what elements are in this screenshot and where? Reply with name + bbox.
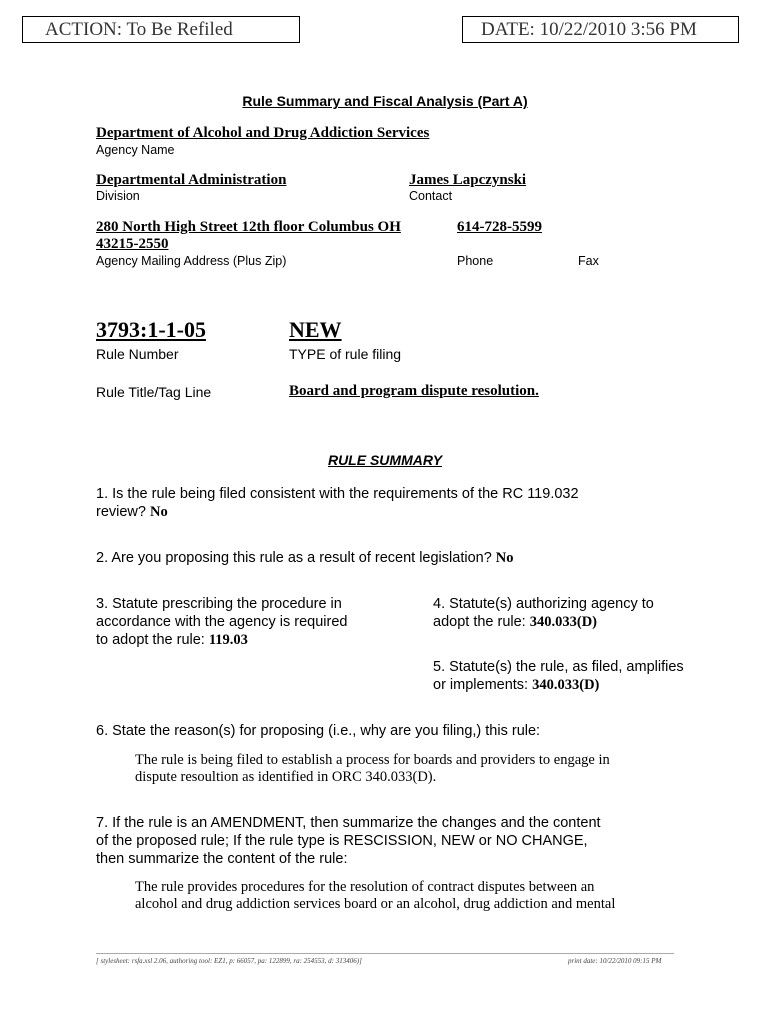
action-box — [22, 16, 300, 43]
question-2-answer: No — [495, 550, 514, 566]
question-6-answer — [135, 752, 610, 786]
contact-label: Contact — [409, 189, 453, 203]
rule-number-value: 3793:1-1-05 — [96, 317, 206, 342]
question-6-answer-line-1: The rule is being filed to establish a process for boards and providers to engage in — [135, 752, 610, 768]
question-4 — [433, 595, 654, 631]
question-7-line-2: of the proposed rule; If the rule type is RESCISSION, NEW or NO CHANGE, — [96, 833, 588, 849]
question-1-text: review? — [96, 504, 150, 520]
agency-name-value: Department of Alcohol and Drug Addiction Services — [96, 125, 430, 141]
question-3 — [96, 595, 347, 649]
rule-summary-heading: RULE SUMMARY — [327, 452, 443, 468]
rule-title-value: Board and program dispute resolution. — [289, 383, 539, 399]
footer-print-date: print date: 10/22/2010 09:15 PM — [568, 957, 662, 965]
fax-label: Fax — [578, 254, 599, 268]
question-3-line-1: 3. Statute prescribing the procedure in — [96, 596, 342, 612]
question-5-text: or implements: — [433, 677, 533, 693]
date-stamp: DATE: 10/22/2010 3:56 PM — [481, 19, 697, 40]
footer-metadata: [ stylesheet: rsfa.xsl 2.06, authoring tool: EZ1, p: 66057, pa: 122899, ra: 254553, d: 313406)] — [96, 957, 362, 965]
question-7-line-1: 7. If the rule is an AMENDMENT, then summarize the changes and the content — [96, 815, 601, 831]
filing-type-value: NEW — [289, 317, 342, 342]
contact-value: James Lapczynski — [409, 172, 527, 188]
question-7 — [96, 814, 601, 868]
question-7-answer — [135, 879, 615, 913]
date-box — [462, 16, 739, 43]
question-7-line-3: then summarize the content of the rule: — [96, 851, 348, 867]
question-3-answer: 119.03 — [208, 632, 248, 648]
phone-value: 614-728-5599 — [457, 219, 542, 235]
question-2-text: 2. Are you proposing this rule as a result of recent legislation? — [96, 550, 496, 566]
question-4-line-1: 4. Statute(s) authorizing agency to — [433, 596, 654, 612]
rule-number-label: Rule Number — [96, 346, 179, 362]
agency-name-label: Agency Name — [96, 143, 175, 157]
question-4-line-2 — [433, 613, 654, 631]
question-6-text: 6. State the reason(s) for proposing (i.e., why are you filing,) this rule: — [96, 723, 541, 739]
address-label: Agency Mailing Address (Plus Zip) — [96, 254, 287, 268]
question-1-line-1: 1. Is the rule being filed consistent with the requirements of the RC 119.032 — [96, 486, 579, 502]
question-6-answer-line-2: dispute resoultion as identified in ORC 340.033(D). — [135, 769, 437, 785]
document-title: Rule Summary and Fiscal Analysis (Part A) — [242, 93, 528, 109]
question-5-line-1: 5. Statute(s) the rule, as filed, amplifies — [433, 659, 684, 675]
question-3-line-3 — [96, 631, 347, 649]
question-4-answer: 340.033(D) — [529, 614, 598, 630]
question-7-answer-line-1: The rule provides procedures for the resolution of contract disputes between an — [135, 879, 595, 895]
filing-type-label: TYPE of rule filing — [289, 346, 402, 362]
phone-label: Phone — [457, 254, 494, 268]
address-line-1: 280 North High Street 12th floor Columbus OH — [96, 219, 401, 235]
question-1-line-2 — [96, 503, 579, 521]
division-value: Departmental Administration — [96, 172, 287, 188]
question-5-line-2 — [433, 676, 684, 694]
question-7-answer-line-2: alcohol and drug addiction services board or an alcohol, drug addiction and mental — [135, 896, 616, 912]
address-line-2: 43215-2550 — [96, 236, 169, 252]
question-3-line-2: accordance with the agency is required — [96, 614, 348, 630]
question-2 — [96, 549, 514, 567]
question-4-text: adopt the rule: — [433, 614, 530, 630]
question-5 — [433, 658, 684, 694]
question-1 — [96, 485, 579, 521]
question-1-answer: No — [150, 504, 168, 520]
rule-title-label: Rule Title/Tag Line — [96, 384, 212, 400]
footer-divider — [96, 953, 674, 954]
division-label: Division — [96, 189, 140, 203]
question-5-answer: 340.033(D) — [532, 677, 600, 693]
question-3-text: to adopt the rule: — [96, 632, 209, 648]
action-status: ACTION: To Be Refiled — [45, 19, 233, 40]
